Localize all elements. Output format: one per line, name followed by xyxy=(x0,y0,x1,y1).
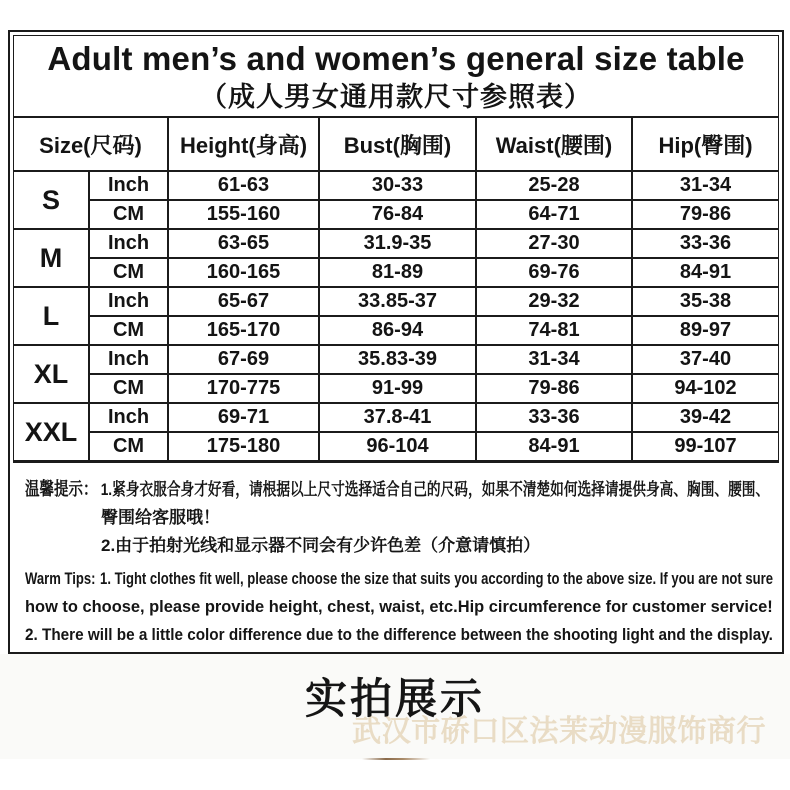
measurement-value: 155-160 xyxy=(169,201,320,230)
cn-tip-line-1 xyxy=(25,475,770,504)
measurement-value: 27-30 xyxy=(477,230,633,259)
measurement-value: 25-28 xyxy=(477,172,633,201)
measurement-value: 31.9-35 xyxy=(320,230,477,259)
measurement-value: 86-94 xyxy=(320,317,477,346)
measurement-value: 79-86 xyxy=(477,375,633,404)
header-bust: Bust(胸围) xyxy=(320,118,477,172)
header-height: Height(身高) xyxy=(169,118,320,172)
en-tip-line-2: how to choose, please provide height, chest, waist, etc.Hip circumference for customer service! xyxy=(25,597,773,616)
measurement-value: 94-102 xyxy=(633,375,778,404)
unit-label: CM xyxy=(90,375,169,404)
measurement-value: 30-33 xyxy=(320,172,477,201)
cn-tip-text-1: 1.紧身衣服合身才好看，请根据以上尺寸选择适合自己的尺码，如果不清楚如何选择请提供身高、胸围、腰围、 xyxy=(100,480,770,499)
measurement-value: 76-84 xyxy=(320,201,477,230)
measurement-value: 63-65 xyxy=(169,230,320,259)
measurement-value: 37.8-41 xyxy=(320,404,477,433)
measurement-value: 99-107 xyxy=(633,433,778,462)
measurement-value: 29-32 xyxy=(477,288,633,317)
measurement-value: 81-89 xyxy=(320,259,477,288)
cn-tip-line-2: 臀围给客服哦！ xyxy=(101,508,220,527)
notes-section xyxy=(13,463,779,649)
table-row xyxy=(14,404,778,433)
measurement-value: 84-91 xyxy=(633,259,778,288)
measurement-value: 79-86 xyxy=(633,201,778,230)
unit-label: Inch xyxy=(90,404,169,433)
measurement-value: 89-97 xyxy=(633,317,778,346)
size-table-body xyxy=(14,172,778,462)
size-label: XL xyxy=(14,346,90,404)
size-label: L xyxy=(14,288,90,346)
unit-label: Inch xyxy=(90,230,169,259)
unit-label: CM xyxy=(90,201,169,230)
photo-top-edge xyxy=(362,758,430,760)
measurement-value: 37-40 xyxy=(633,346,778,375)
measurement-value: 96-104 xyxy=(320,433,477,462)
measurement-value: 170-775 xyxy=(169,375,320,404)
unit-label: CM xyxy=(90,259,169,288)
table-row xyxy=(14,288,778,317)
measurement-value: 33-36 xyxy=(633,230,778,259)
cn-tip-line-3: 2.由于拍射光线和显示器不同会有少许色差（介意请慎拍） xyxy=(101,536,541,555)
title-row xyxy=(14,36,778,118)
section-title-real-shots: 实拍展示 xyxy=(304,675,485,722)
table-row xyxy=(14,375,778,404)
column-header-row xyxy=(14,118,778,172)
measurement-value: 64-71 xyxy=(477,201,633,230)
title-chinese: （成人男女通用款尺寸参照表） xyxy=(200,81,592,112)
table-row xyxy=(14,201,778,230)
measurement-value: 31-34 xyxy=(477,346,633,375)
measurement-value: 74-81 xyxy=(477,317,633,346)
table-title-cell xyxy=(14,36,778,118)
unit-label: CM xyxy=(90,433,169,462)
measurement-value: 39-42 xyxy=(633,404,778,433)
en-tip-line-3: 2. There will be a little color difference due to the difference between the shooting light and the display. xyxy=(25,625,773,644)
measurement-value: 69-71 xyxy=(169,404,320,433)
measurement-value: 65-67 xyxy=(169,288,320,317)
measurement-value: 33.85-37 xyxy=(320,288,477,317)
table-row xyxy=(14,172,778,201)
measurement-value: 61-63 xyxy=(169,172,320,201)
en-tip-line-1 xyxy=(25,565,774,593)
measurement-value: 35.83-39 xyxy=(320,346,477,375)
table-row xyxy=(14,259,778,288)
size-label: M xyxy=(14,230,90,288)
table-row xyxy=(14,230,778,259)
measurement-value: 35-38 xyxy=(633,288,778,317)
table-row xyxy=(14,346,778,375)
unit-label: CM xyxy=(90,317,169,346)
measurement-value: 84-91 xyxy=(477,433,633,462)
measurement-value: 69-76 xyxy=(477,259,633,288)
table-row xyxy=(14,433,778,462)
header-waist: Waist(腰围) xyxy=(477,118,633,172)
size-chart-board xyxy=(8,30,784,654)
title-english: Adult men’s and women’s general size table xyxy=(47,39,745,77)
unit-label: Inch xyxy=(90,346,169,375)
header-hip: Hip(臀围) xyxy=(633,118,778,172)
cn-tips-label: 温馨提示： xyxy=(25,479,98,499)
en-tip-text-1: 1. Tight clothes fit well, please choose the size that suits you according to the above size. If you are not sure xyxy=(100,569,774,588)
measurement-value: 175-180 xyxy=(169,433,320,462)
measurement-value: 165-170 xyxy=(169,317,320,346)
size-table xyxy=(13,35,779,463)
measurement-value: 91-99 xyxy=(320,375,477,404)
table-row xyxy=(14,317,778,346)
header-size: Size(尺码) xyxy=(14,118,169,172)
measurement-value: 33-36 xyxy=(477,404,633,433)
size-label: S xyxy=(14,172,90,230)
en-tips-label: Warm Tips: xyxy=(25,569,96,588)
measurement-value: 31-34 xyxy=(633,172,778,201)
measurement-value: 160-165 xyxy=(169,259,320,288)
size-label: XXL xyxy=(14,404,90,462)
measurement-value: 67-69 xyxy=(169,346,320,375)
unit-label: Inch xyxy=(90,288,169,317)
shop-watermark: 武汉市硚口区法茉动漫服饰商行 xyxy=(352,715,766,748)
unit-label: Inch xyxy=(90,172,169,201)
